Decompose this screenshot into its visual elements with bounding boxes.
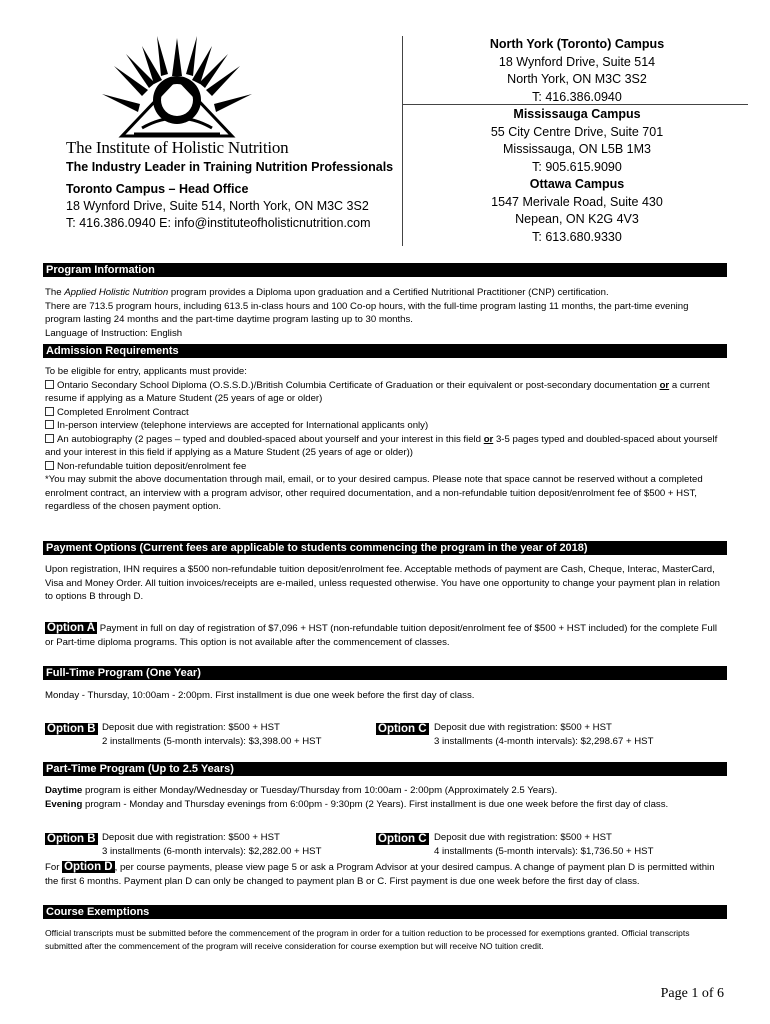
campus-line: 1547 Merivale Road, Suite 430 (491, 194, 663, 209)
campus-mississauga (412, 106, 742, 176)
full-time-option-c (376, 719, 429, 737)
checkbox-icon (45, 380, 54, 389)
page-number: Page 1 of 6 (660, 986, 724, 1001)
text: 3-5 pages typed and doubled-spaced about yourself and your interest in this field if applying as a Mature Student (25 years of age or older)) (45, 433, 718, 458)
campus-phone: T: 613.680.9330 (532, 229, 622, 244)
or-emphasis: or (483, 433, 494, 445)
checkbox-icon (45, 434, 54, 443)
text: program is either Monday/Wednesday or Tuesday/Thursday from 10:00am - 2:00pm (Approximately 2.5 Years). (82, 785, 558, 796)
requirement-item (45, 406, 725, 420)
or-emphasis: or (659, 379, 670, 391)
requirement-item (45, 460, 725, 474)
campus-line: Nepean, ON K2G 4V3 (515, 212, 639, 226)
campus-ottawa (412, 176, 742, 246)
checkbox-icon (45, 461, 54, 470)
text: Completed Enrolment Contract (57, 406, 189, 418)
admission-intro: To be eligible for entry, applicants must provide: (45, 366, 247, 377)
installments-line: 2 installments (5-month intervals): $3,398.00 + HST (102, 735, 322, 747)
part-time-heading: Part-Time Program (Up to 2.5 Years) (43, 762, 727, 776)
installments-line: 3 installments (4-month intervals): $2,298.67 + HST (434, 735, 654, 747)
campus-line: Mississauga, ON L5B 1M3 (503, 142, 651, 156)
program-info-heading: Program Information (43, 263, 727, 277)
campus-name: Ottawa Campus (529, 177, 625, 191)
text: In-person interview (telephone interviews are accepted for International applicants only) (57, 420, 429, 431)
hq-contact: T: 416.386.0940 E: info@instituteofholisticnutrition.com (66, 216, 371, 230)
requirement-item (45, 419, 725, 433)
option-a-label: Option A (47, 622, 96, 634)
campus-phone: T: 416.386.0940 (532, 89, 622, 104)
text: program provides a Diploma upon graduation and a Certified Nutritional Practitioner (CNP) certification. (168, 287, 609, 298)
text: The (45, 287, 65, 298)
option-c-label: Option C (378, 723, 427, 735)
option-c-label: Option C (378, 833, 427, 845)
admission-body (45, 365, 725, 514)
option-d-text: , per course payments, please view page 5 or ask a Program Advisor at your desired campus. A change of payment plan D is permitted within the first 6 months. Payment plan D can only be changed to payment plan B or C. First payment is due one week before the first day of class. (45, 862, 715, 887)
campus-line: 18 Wynford Drive, Suite 514 (498, 54, 656, 69)
text: An autobiography (2 pages – typed and doubled-spaced about yourself and your interest in this field (57, 433, 484, 445)
option-d-label: Option D (64, 861, 113, 873)
campus-line: 55 City Centre Drive, Suite 701 (490, 124, 664, 139)
installments-line: 4 installments (5-month intervals): $1,736.50 + HST (434, 845, 654, 857)
part-time-option-b-details (102, 831, 321, 858)
evening-label: Evening (45, 798, 83, 810)
text: a current resume if applying as a Mature Student (25 years of age or older) (45, 379, 710, 404)
campus-name: North York (Toronto) Campus (489, 37, 665, 51)
deposit-line: Deposit due with registration: $500 + HST (102, 832, 280, 843)
installments-line: 3 installments (6-month intervals): $2,282.00 + HST (102, 845, 322, 857)
text: For (45, 862, 63, 873)
language: Language of Instruction: English (45, 327, 183, 339)
full-time-option-b-details (102, 721, 321, 748)
campus-phone: T: 905.615.9090 (532, 159, 622, 174)
admission-note: *You may submit the above documentation through mail, email, or to your desired campus. Please note that space cannot be reserved without a completed enrolment contract, an interview with a program advisor, other required documentation, and a non-refundable tuition deposit/enrolment fee of $500 + HST, regardless of the chosen payment option. (45, 474, 703, 512)
deposit-line: Deposit due with registration: $500 + HST (434, 722, 612, 733)
exemptions-heading: Course Exemptions (43, 905, 727, 919)
part-time-option-c-details (434, 831, 653, 858)
part-time-option-b (45, 829, 98, 847)
full-time-option-c-details (434, 721, 653, 748)
hq-title: Toronto Campus – Head Office (66, 182, 249, 196)
requirement-item (45, 433, 725, 460)
admission-heading: Admission Requirements (43, 344, 727, 358)
text: Ontario Secondary School Diploma (O.S.S.D.)/British Columbia Certificate of Graduation or their equivalent or post-secondary documentation (57, 379, 660, 391)
option-b-label: Option B (47, 833, 96, 845)
deposit-line: Deposit due with registration: $500 + HST (102, 722, 280, 733)
hq-address: 18 Wynford Drive, Suite 514, North York, ON M3C 3S2 (66, 199, 369, 213)
deposit-line: Deposit due with registration: $500 + HST (434, 832, 612, 843)
full-time-option-b (45, 719, 98, 737)
option-b-label: Option B (47, 723, 96, 735)
exemptions-text: Official transcripts must be submitted before the commencement of the program in order for a tuition reduction to be processed for exemptions granted. Official transcripts submitted after the commencement of the program will receive consideration for course exemption but will receive NO tuition credit. (45, 928, 690, 951)
program-hours: There are 713.5 program hours, including 613.5 in-class hours and 100 Co-op hours, with the full-time program lasting 11 months, the part-time evening program lasting 24 months and the part-time daytime program lasting up to 30 months. (45, 300, 689, 325)
part-time-option-c (376, 829, 429, 847)
daytime-label: Daytime (45, 785, 83, 796)
institute-name: The Institute of Holistic Nutrition (66, 138, 289, 157)
header-divider-vertical (402, 36, 403, 246)
text: Non-refundable tuition deposit/enrolment fee (57, 460, 247, 472)
checkbox-icon (45, 407, 54, 416)
text: program - Monday and Thursday evenings from 6:00pm - 9:30pm (2 Years). First installment is due one week before the first day of class. (82, 798, 669, 810)
requirement-item (45, 379, 725, 406)
tagline: The Industry Leader in Training Nutrition Professionals (66, 160, 394, 174)
option-a (45, 622, 725, 649)
payment-intro: Upon registration, IHN requires a $500 non-refundable tuition deposit/enrolment fee. Acceptable methods of payment are Cash, Cheque, Interac, MasterCard, Visa and Money Order. All tuition invoices/receipts are e-mailed, unless requested otherwise. You have one opportunity to change your payment plan in relation to options B through D. (45, 564, 720, 602)
program-name: Applied Holistic Nutrition (64, 287, 169, 298)
campus-name: Mississauga Campus (513, 107, 641, 121)
checkbox-icon (45, 420, 54, 429)
full-time-schedule: Monday - Thursday, 10:00am - 2:00pm. First installment is due one week before the first day of class. (45, 690, 475, 701)
part-time-schedule (45, 784, 725, 811)
program-info-body (45, 286, 725, 340)
payment-heading: Payment Options (Current fees are applicable to students commencing the program in the year of 2018) (43, 541, 727, 555)
option-d (45, 861, 725, 888)
full-time-heading: Full-Time Program (One Year) (43, 666, 727, 680)
campus-line: North York, ON M3C 3S2 (507, 72, 647, 86)
campus-north-york (412, 36, 742, 106)
option-a-text: Payment in full on day of registration of $7,096 + HST (non-refundable tuition deposit/enrolment fee of $500 + HST included) for the complete Full or Part-time diploma programs. This option is not available after the commencement of classes. (45, 623, 717, 648)
